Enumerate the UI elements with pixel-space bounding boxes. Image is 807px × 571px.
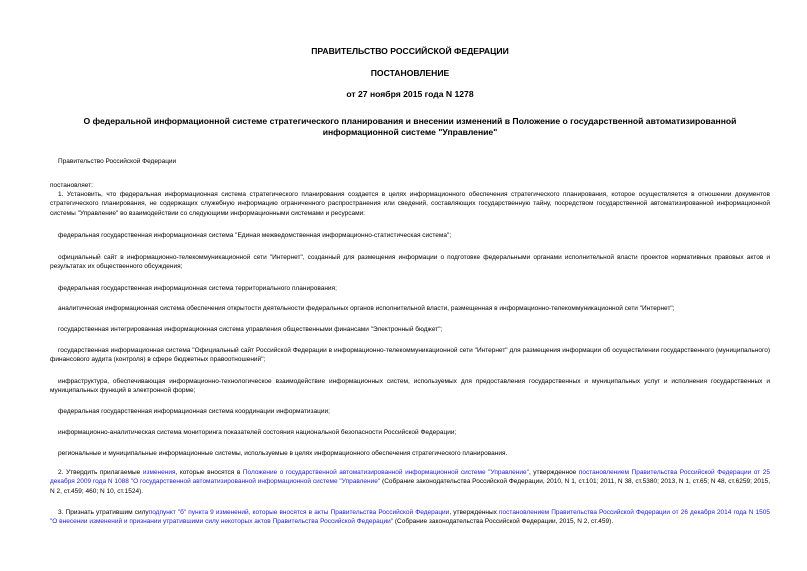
list-item: федеральная государственная информационная система "Единая межведомственная информационно-статистическая система"; <box>58 232 452 239</box>
doc-type-heading: ПОСТАНОВЛЕНИЕ <box>370 68 450 78</box>
issuer: Правительство Российской Федерации <box>58 158 177 165</box>
resolves: постановляет: <box>50 182 93 189</box>
resolution-1088-link[interactable]: постановлением Правительства Российской Федерации от 25 декабря 2009 года N 1088 "О государственной автоматизированной информационной системе "Управление" <box>50 469 770 486</box>
regulation-link[interactable]: Положение о государственной автоматизированной информационной системе "Управление" <box>242 469 529 476</box>
list-item: информационно-аналитическая система мониторинга показателей состояния национальной безопасности Российской Федерации; <box>58 429 457 436</box>
org-heading: ПРАВИТЕЛЬСТВО РОССИЙСКОЙ ФЕДЕРАЦИИ <box>311 46 509 56</box>
list-item: региональные и муниципальные информационные системы, используемые в целях информационного обеспечения стратегического планирования. <box>58 450 508 457</box>
date-number: от 27 ноября 2015 года N 1278 <box>346 89 474 99</box>
item-3 <box>50 508 770 527</box>
resolution-1505-link[interactable]: постановлением Правительства Российской Федерации от 26 декабря 2014 года N 1505 "О внесении изменений и признании утратившими силу некоторых актов Правительства Российской Федерации" <box>50 509 770 526</box>
list-item: инфраструктура, обеспечивающая информационно-технологическое взаимодействие информационных систем, используемых для предоставления государственных и муниципальных услуг и исполнения государственных и муниципальных функций в электронной форме; <box>50 378 770 395</box>
title-line-2: информационной системе "Управление" <box>322 127 498 137</box>
list-item: официальный сайт в информационно-телекоммуникационной сети "Интернет", созданный для размещения информации о подготовке федеральными органами исполнительной власти проектов нормативных правовых актов и результатах их общественного обсуждения; <box>50 254 770 271</box>
item-2-text: (Собрание законодательства Российской Федерации, 2010, N 1, ст.101; 2011, N 38, ст.5380; 2013, N 1, ст.65; N 48, ст.6259; 2015, N 2, ст.459; 460; N 10, ст.1524). <box>50 478 771 495</box>
item-3-text: (Собрание законодательства Российской Федерации, 2015, N 2, ст.459). <box>393 518 614 526</box>
item-2-text: , утвержденное <box>528 469 579 476</box>
list-item: федеральная государственная информационная система координации информатизации; <box>58 408 330 415</box>
item-2-text: , которые вносятся в <box>175 469 243 476</box>
list-item: федеральная государственная информационная система территориального планирования; <box>58 285 337 292</box>
changes-link[interactable]: изменения <box>142 469 176 476</box>
item-2-text: 2. Утвердить прилагаемые <box>58 469 143 476</box>
item-2 <box>50 468 770 496</box>
item-3-text: , утвержденных <box>449 509 500 516</box>
list-item: государственная информационная система "Официальный сайт Российской Федерации в информационно-телекоммуникационной сети "Интернет" для размещения информации об осуществлении государственного (муниципального) финансового аудита (контроля) в сфере бюджетных правоотношений"; <box>50 347 770 364</box>
item-1: 1. Установить, что федеральная информационная система стратегического планирования создается в целях информационного обеспечения стратегического планирования, которое осуществляется в отношении документов стратегического планирования, не содержащих служебную информацию ограниченного распространения или сведений, составляющих государственную тайну, посредством государственной автоматизированной информационной системы "Управление" во взаимодействии со следующими информационными системами и ресурсами: <box>50 191 770 217</box>
subparagraph-link[interactable]: подпункт "б" пункта 9 изменений, которые вносятся в акты Правительства Российской Федерации <box>148 509 450 516</box>
list-item: аналитическая информационная система обеспечения открытости деятельности федеральных органов исполнительной власти, размещенная в информационно-телекоммуникационной сети "Интернет"; <box>58 305 675 312</box>
title-line-1: О федеральной информационной системе стратегического планирования и внесении изменений в Положение о государственной автоматизированной <box>83 116 737 126</box>
item-3-text: 3. Признать утратившим силу <box>58 509 149 516</box>
list-item: государственная интегрированная информационная система управления общественными финансами "Электронный бюджет"; <box>58 326 443 333</box>
